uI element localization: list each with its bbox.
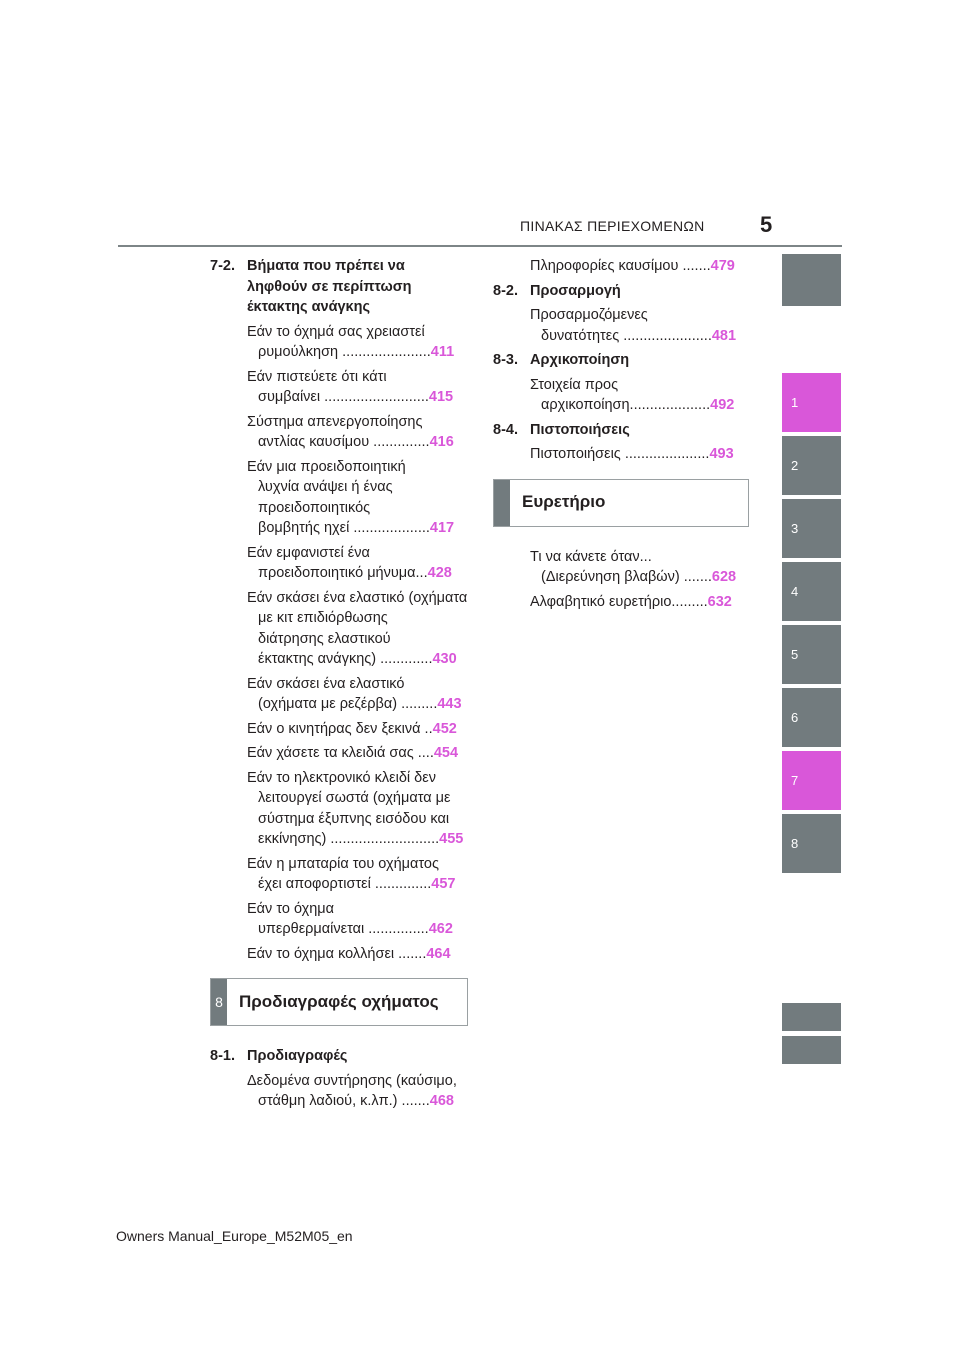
section-heading-7-2 — [210, 256, 468, 318]
chapter-tab-6[interactable] — [782, 688, 841, 747]
page-link[interactable]: 628 — [711, 569, 737, 585]
page-link[interactable]: 417 — [429, 520, 455, 536]
toc-entry[interactable] — [210, 768, 468, 850]
page-link[interactable]: 454 — [433, 745, 459, 761]
section-number: 8-1. — [210, 1048, 235, 1064]
toc-entry[interactable] — [493, 592, 749, 613]
footer-text: Owners Manual_Europe_M52M05_en — [116, 1228, 353, 1244]
toc-entry[interactable] — [493, 444, 749, 465]
toc-entry[interactable] — [210, 543, 468, 584]
index-entries — [493, 547, 749, 613]
entry-line: υπερθερμαίνεται ...............462 — [258, 921, 453, 937]
entry-line: Πιστοποιήσεις .....................493 — [530, 446, 734, 462]
toc-left-column — [210, 256, 468, 1112]
chapter-tab-7[interactable] — [782, 751, 841, 810]
section-title: Προδιαγραφές — [247, 1048, 348, 1064]
entry-line: Εάν η μπαταρία του οχήματος — [247, 855, 439, 872]
section-title: Βήματα που πρέπει να ληφθούν σε περίπτωση έκτακτης ανάγκης — [247, 258, 412, 315]
toc-entry[interactable] — [210, 588, 468, 670]
entry-line: (οχήματα με ρεζέρβα) .........443 — [258, 696, 462, 712]
section-title: Αρχικοποίηση — [530, 352, 630, 368]
page-link[interactable]: 428 — [427, 565, 452, 581]
entry-line: Εάν το ηλεκτρονικό κλειδί δεν — [247, 769, 436, 786]
page-link[interactable]: 443 — [437, 696, 462, 712]
toc-entry[interactable] — [210, 322, 468, 363]
entry-line: Εάν ο κινητήρας δεν ξεκινά ..452 — [247, 720, 457, 737]
entry-line: έχει αποφορτιστεί ..............457 — [258, 876, 456, 892]
entry-line: Εάν εμφανιστεί ένα — [247, 544, 370, 561]
toc-entry[interactable] — [493, 256, 749, 277]
chapter-title: Προδιαγραφές οχήματος — [239, 991, 439, 1011]
index-box[interactable] — [493, 479, 749, 527]
entry-line: εκκίνησης) ...........................455 — [258, 831, 464, 847]
section-title: Προσαρμογή — [530, 282, 621, 299]
page-number: 5 — [760, 212, 773, 237]
entry-line: Εάν το όχημά σας χρειαστεί — [247, 323, 425, 340]
entry-line: Εάν μια προειδοποιητική — [247, 458, 406, 475]
section-number: 8-2. — [493, 282, 518, 299]
chapter-tab-label: 8 — [791, 835, 799, 851]
chapter-tab-3[interactable] — [782, 499, 841, 558]
page-link[interactable]: 452 — [432, 720, 457, 737]
entry-line: Πληροφορίες καυσίμου .......479 — [530, 258, 735, 274]
page-link[interactable]: 632 — [707, 593, 732, 610]
section-heading-8-3 — [493, 350, 749, 371]
toc-entry[interactable] — [210, 719, 468, 740]
page-link[interactable]: 479 — [710, 258, 735, 274]
page-link[interactable]: 411 — [430, 344, 455, 360]
entry-line: προειδοποιητικό μήνυμα...428 — [258, 565, 452, 581]
entry-line: διάτρησης ελαστικού — [258, 630, 391, 647]
entry-line: έκτακτης ανάγκης) .............430 — [258, 651, 457, 667]
section-heading-8-4 — [493, 420, 749, 441]
page-link[interactable]: 492 — [710, 397, 735, 413]
chapter-tab-label: 1 — [791, 394, 799, 410]
toc-entry[interactable] — [210, 1071, 468, 1112]
entry-line: Δεδομένα συντήρησης (καύσιμο, — [247, 1072, 457, 1089]
chapter-8-box[interactable] — [210, 978, 468, 1026]
chapter-tab-label: 5 — [791, 646, 799, 662]
toc-entry[interactable] — [210, 743, 468, 764]
entry-line: Τι να κάνετε όταν... — [530, 548, 652, 565]
page-link[interactable]: 430 — [432, 651, 457, 667]
entry-line: βομβητής ηχεί ...................417 — [258, 520, 455, 536]
toc-entry[interactable] — [493, 305, 749, 346]
entry-line: Εάν το όχημα — [247, 900, 335, 917]
entry-line: Εάν το όχημα κολλήσει .......464 — [247, 945, 451, 962]
toc-right-column — [493, 256, 749, 612]
section-number: 8-4. — [493, 421, 518, 438]
toc-entry[interactable] — [210, 367, 468, 408]
section-8-1-entries — [210, 1071, 468, 1112]
chapter-tab-label: 2 — [791, 457, 799, 473]
page-link[interactable]: 415 — [428, 389, 454, 405]
section-heading-8-2 — [493, 281, 749, 302]
entry-line: αρχικοποίηση....................492 — [541, 397, 735, 413]
toc-entry[interactable] — [210, 854, 468, 895]
header-divider — [118, 245, 842, 247]
chapter-tab-1[interactable] — [782, 373, 841, 432]
page-link[interactable]: 455 — [439, 831, 464, 847]
entry-line: λειτουργεί σωστά (οχήματα με — [258, 790, 451, 806]
toc-entry[interactable] — [210, 899, 468, 940]
toc-entry[interactable] — [493, 375, 749, 416]
side-tab-blank[interactable] — [782, 1036, 841, 1064]
entry-line: αντλίας καυσίμου ..............416 — [258, 434, 454, 450]
index-title: Ευρετήριο — [522, 492, 606, 512]
toc-entry[interactable] — [493, 547, 749, 588]
entry-line: στάθμη λαδιού, κ.λπ.) .......468 — [258, 1093, 454, 1109]
page-link[interactable]: 416 — [429, 434, 454, 450]
section-heading-8-1 — [210, 1046, 468, 1067]
entry-line: προειδοποιητικός — [258, 499, 371, 516]
entry-line: Εάν σκάσει ένα ελαστικό (οχήματα — [247, 589, 468, 606]
entry-line: με κιτ επιδιόρθωσης — [258, 610, 388, 626]
section-number: 8-3. — [493, 352, 518, 368]
entry-line: σύστημα έξυπνης εισόδου και — [258, 810, 450, 827]
chapter-tab-4[interactable] — [782, 562, 841, 621]
section-7-2-entries — [210, 322, 468, 965]
page-link[interactable]: 464 — [426, 945, 451, 962]
toc-entry[interactable] — [210, 944, 468, 965]
entry-line: Εάν πιστεύετε ότι κάτι — [247, 368, 387, 385]
entry-line: Εάν σκάσει ένα ελαστικό — [247, 675, 405, 692]
toc-entry[interactable] — [210, 457, 468, 539]
section-title: Πιστοποιήσεις — [530, 421, 630, 438]
page-link[interactable]: 462 — [428, 921, 453, 937]
chapter-number-tab: 8 — [211, 979, 227, 1025]
toc-entry[interactable] — [210, 412, 468, 453]
entry-line: Προσαρμοζόμενες — [530, 307, 648, 323]
entry-line: Σύστημα απενεργοποίησης — [247, 413, 423, 430]
chapter-tab-label: 6 — [791, 709, 799, 725]
entry-line: λυχνία ανάψει ή ένας — [258, 479, 393, 495]
side-tab-blank[interactable] — [782, 254, 841, 306]
page-link[interactable]: 481 — [711, 327, 737, 344]
entry-line: (Διερεύνηση βλαβών) .......628 — [541, 569, 737, 585]
page-link[interactable]: 457 — [431, 876, 456, 892]
chapter-tab-label: 7 — [791, 772, 799, 788]
entry-line: δυνατότητες ......................481 — [541, 327, 737, 344]
chapter-tab-label: 3 — [791, 520, 799, 536]
entry-line: συμβαίνει ..........................415 — [258, 389, 454, 405]
side-tab-blank[interactable] — [782, 1003, 841, 1031]
entry-line: Εάν χάσετε τα κλειδιά σας ....454 — [247, 745, 459, 761]
page-link[interactable]: 493 — [709, 446, 734, 462]
chapter-tab-8[interactable] — [782, 814, 841, 873]
page-header-title: ΠΙΝΑΚΑΣ ΠΕΡΙΕΧΟΜΕΝΩΝ — [520, 218, 705, 234]
entry-line: Στοιχεία προς — [530, 376, 619, 393]
chapter-tab-label: 4 — [791, 583, 799, 599]
entry-line: ρυμούλκηση ......................411 — [258, 344, 455, 360]
chapter-tab-2[interactable] — [782, 436, 841, 495]
entry-line: Αλφαβητικό ευρετήριο.........632 — [530, 593, 732, 610]
section-number: 7-2. — [210, 258, 235, 274]
page-link[interactable]: 468 — [429, 1093, 454, 1109]
chapter-tab-5[interactable] — [782, 625, 841, 684]
index-tab-marker — [494, 480, 510, 526]
toc-entry[interactable] — [210, 674, 468, 715]
